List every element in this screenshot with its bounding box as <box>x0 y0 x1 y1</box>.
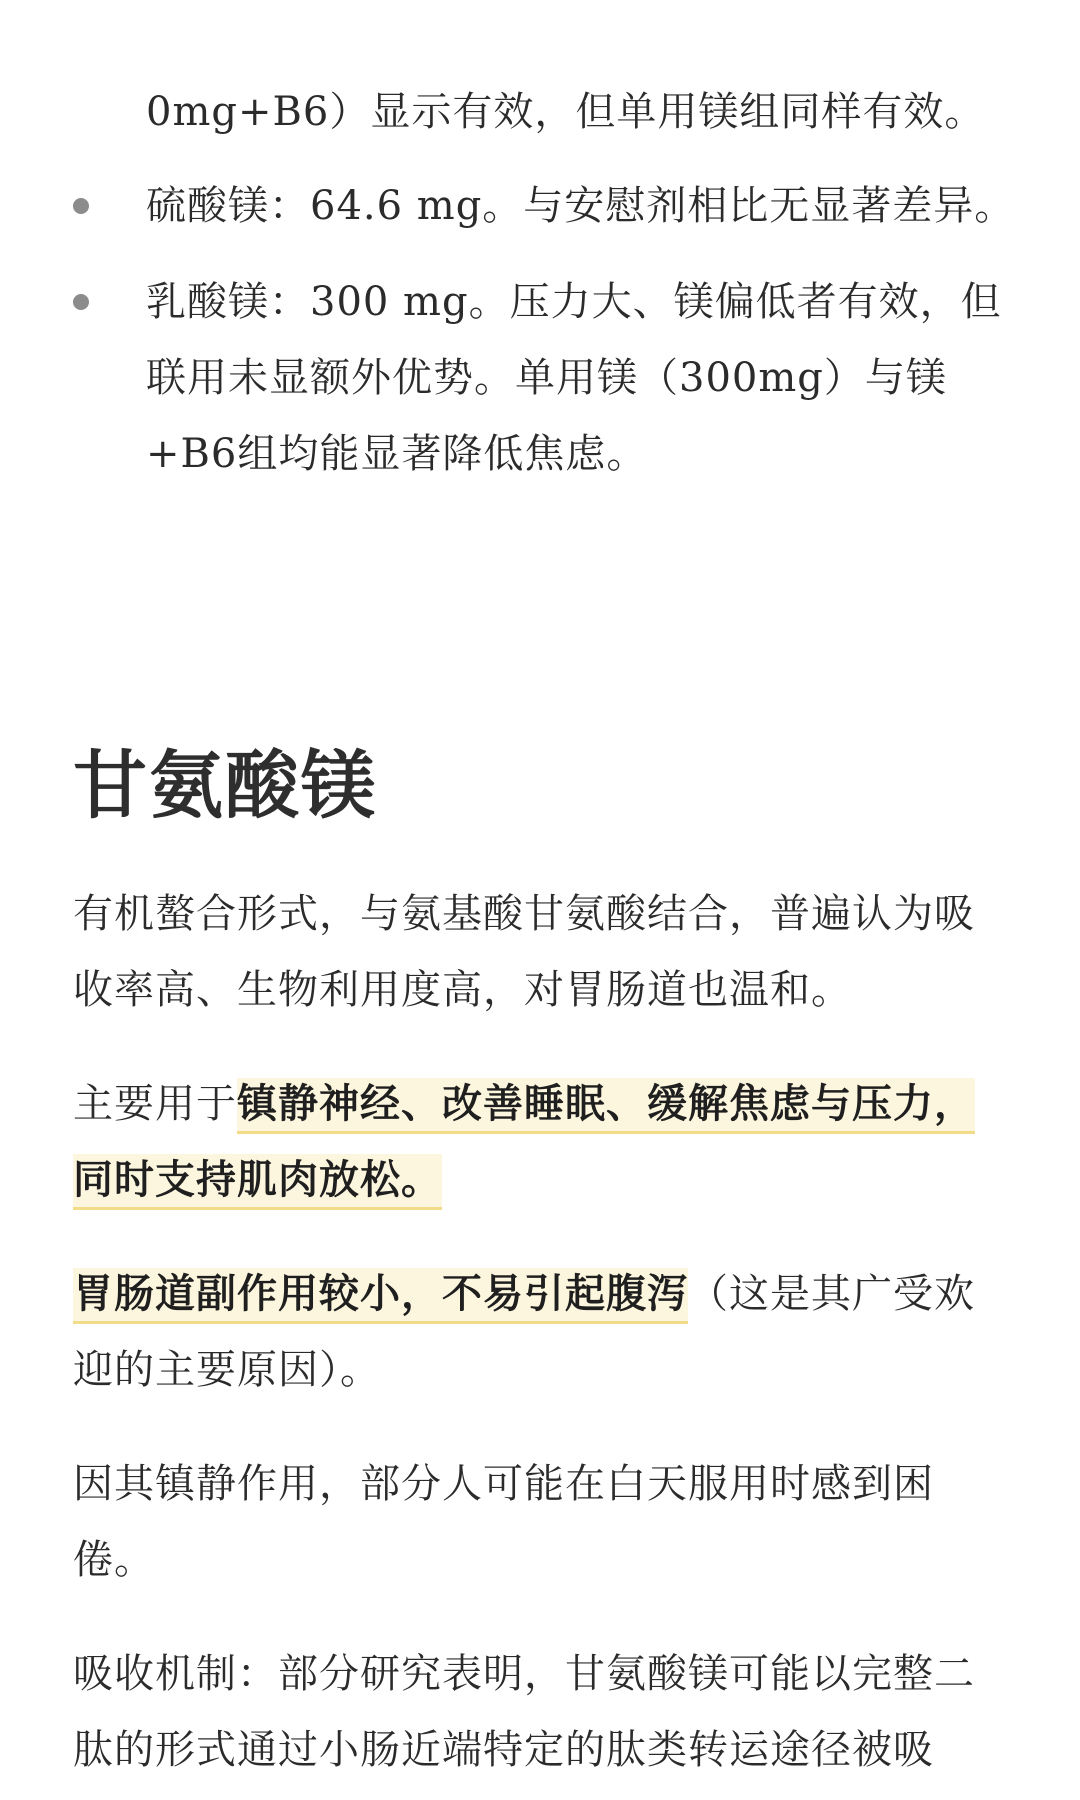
section-heading: 甘氨酸镁 <box>73 743 377 829</box>
paragraph-usage <box>73 1066 1008 1218</box>
paragraph-description: 有机螯合形式，与氨基酸甘氨酸结合，普遍认为吸收率高、生物利用度高，对胃肠道也温和。 <box>73 891 975 1013</box>
bullet-list <box>0 168 1080 512</box>
paragraph-side-effects-suffix: （这是其广受欢迎的主要原因）。 <box>73 1271 975 1393</box>
previous-bullet-continuation: 0mg+B6）显示有效，但单用镁组同样有效。 <box>146 89 986 135</box>
list-item <box>0 168 1080 244</box>
list-item <box>0 264 1080 492</box>
paragraph-drowsiness: 因其镇静作用，部分人可能在白天服用时感到困倦。 <box>73 1461 934 1583</box>
list-item-text: 硫酸镁：64.6 mg。与安慰剂相比无显著差异。 <box>146 183 1016 229</box>
paragraph-usage-prefix: 主要用于 <box>73 1081 237 1127</box>
highlighted-side-effects-text: 胃肠道副作用较小，不易引起腹泻 <box>73 1268 688 1324</box>
paragraph-absorption: 吸收机制：部分研究表明，甘氨酸镁可能以完整二肽的形式通过小肠近端特定的肽类转运途径被吸 <box>73 1651 975 1773</box>
list-item-text: 乳酸镁：300 mg。压力大、镁偏低者有效，但联用未显额外优势。单用镁（300mg）与镁+B6组均能显著降低焦虑。 <box>146 279 1002 477</box>
bullet-dot-icon <box>73 294 89 310</box>
paragraph-side-effects <box>73 1256 1008 1408</box>
highlighted-usage-text: 镇静神经、改善睡眠、缓解焦虑与压力，同时支持肌肉放松。 <box>73 1078 975 1210</box>
bullet-dot-icon <box>73 198 89 214</box>
